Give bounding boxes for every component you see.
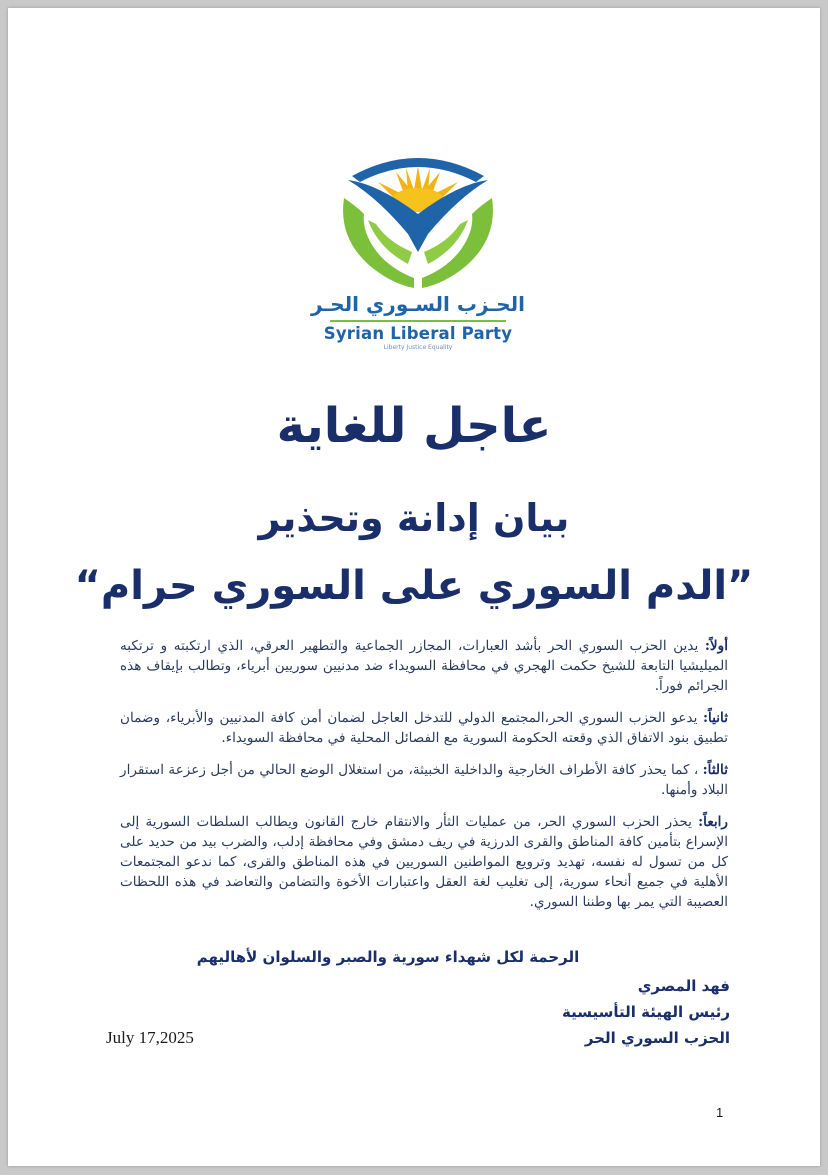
paragraph-text: يدعو الحزب السوري الحر،المجتمع الدولي للتدخل العاجل لضمان أمن كافة المدنيين والأبرياء، وضمان تطبيق بنود الاتفاق الذي وقعته الحكومة السورية مع الفصائل المحلية في محافظة السويداء. xyxy=(120,710,728,746)
page-number: 1 xyxy=(716,1105,724,1120)
paragraph-fourth xyxy=(120,812,728,912)
closing-line: الرحمة لكل شهداء سورية والصبر والسلوان لأهاليهم xyxy=(196,948,580,966)
urgent-heading: عاجل للغاية xyxy=(276,398,552,454)
document-page xyxy=(8,8,820,1166)
signature-block xyxy=(508,973,730,1051)
signatory-name: فهد المصري xyxy=(637,977,730,995)
slogan-heading: ”الدم السوري على السوري حرام“ xyxy=(74,563,754,609)
paragraph-lead: ثالثاً: xyxy=(702,762,728,778)
statement-body xyxy=(120,636,728,924)
hands-sun-emblem-icon xyxy=(308,148,528,293)
signatory-title: رئيس الهيئة التأسيسية xyxy=(562,1003,730,1021)
paragraph-first xyxy=(120,636,728,696)
paragraph-second xyxy=(120,708,728,748)
paragraph-text: ، كما يحذر كافة الأطراف الخارجية والداخلية الخبيثة، من استغلال الوضع الحالي من أجل زعزعة استقرار البلاد وأمنها. xyxy=(120,762,728,798)
logo-divider xyxy=(330,320,506,322)
paragraph-text: يدين الحزب السوري الحر بأشد العبارات، المجازر الجماعية والتطهير العرقي، الذي ارتكبته و ترتكبه الميليشيا التابعة للشيخ حكمت الهجري في محافظة السويداء ضد مدنيين سوريين أبرياء، وتطالب بإيقاف هذه الجرائم فوراً. xyxy=(120,638,728,694)
signatory-party: الحزب السوري الحر xyxy=(584,1029,730,1047)
statement-heading: بيان إدانة وتحذير xyxy=(258,496,570,540)
logo-english-name: Syrian Liberal Party xyxy=(323,324,513,343)
paragraph-lead: ثانياً: xyxy=(703,710,728,726)
paragraph-lead: أولاً: xyxy=(704,638,728,654)
logo-tagline: Liberty Justice Equality xyxy=(383,344,453,351)
paragraph-third xyxy=(120,760,728,800)
paragraph-lead: رابعاً: xyxy=(698,814,728,830)
document-date: July 17,2025 xyxy=(106,1028,194,1047)
logo-arabic-name: الحـزب السـوري الحـر xyxy=(310,292,526,316)
party-logo xyxy=(308,148,528,358)
paragraph-text: يحذر الحزب السوري الحر، من عمليات الثأر والانتقام خارج القانون ويطالب السلطات السورية إلى الإسراع بتأمين كافة المناطق والقرى الدرزية في ريف دمشق وفي محافظة إدلب، والضرب بيد من حديد على كل من تسول له نفسه، تهديد وترويع المواطنين السوريين في هذه المناطق والقرى، كما ندعو المجتمعات الأهلية في جميع أنحاء سورية، إلى تغليب لغة العقل واعتبارات الأخوة والتضامن والتعاضد في هذه اللحظات العصيبة التي يمر بها وطننا السوري. xyxy=(120,814,728,910)
